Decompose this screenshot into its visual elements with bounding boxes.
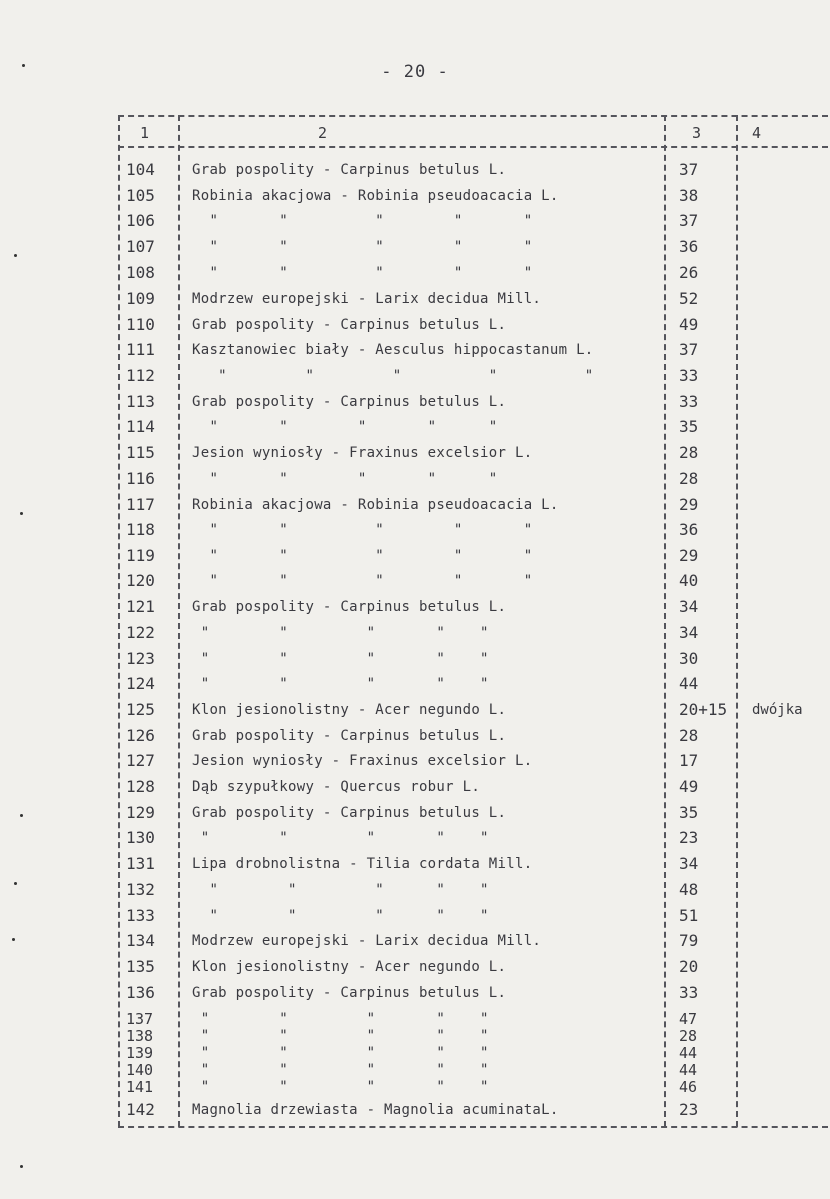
page-number: - 20 - — [381, 62, 449, 82]
row-value: 47 — [679, 1010, 698, 1028]
row-number: 133 — [126, 906, 155, 925]
table-row — [0, 954, 830, 980]
species-name: Grab pospolity - Carpinus betulus L. — [192, 599, 507, 615]
column-header-1: 1 — [140, 124, 150, 142]
row-value: 35 — [679, 417, 699, 436]
row-number: 123 — [126, 649, 155, 668]
row-value: 37 — [679, 211, 699, 230]
table-row — [0, 492, 830, 518]
species-name: Grab pospolity - Carpinus betulus L. — [192, 162, 507, 178]
species-name: Modrzew europejski - Larix decidua Mill. — [192, 933, 542, 949]
row-value: 37 — [679, 160, 699, 179]
species-name: " " " " " — [192, 573, 533, 589]
row-value: 44 — [679, 1061, 698, 1079]
table-row — [0, 723, 830, 749]
row-number: 132 — [126, 880, 155, 899]
table-row — [0, 1097, 830, 1123]
row-value: 17 — [679, 751, 699, 770]
row-value: 20+15 — [679, 700, 728, 719]
row-number: 137 — [126, 1010, 154, 1028]
row-number: 107 — [126, 237, 155, 256]
table-row — [0, 260, 830, 286]
row-number: 125 — [126, 700, 155, 719]
row-value: 44 — [679, 674, 699, 693]
species-name: " " " " " — [192, 908, 489, 924]
row-value: 28 — [679, 1027, 698, 1045]
row-value: 33 — [679, 983, 699, 1002]
species-name: Klon jesionolistny - Acer negundo L. — [192, 702, 507, 718]
table-row — [0, 414, 830, 440]
species-name: Dąb szypułkowy - Quercus robur L. — [192, 779, 481, 795]
row-number: 124 — [126, 674, 155, 693]
row-value: 29 — [679, 495, 699, 514]
table-row — [0, 440, 830, 466]
species-name: Jesion wyniosły - Fraxinus excelsior L. — [192, 445, 533, 461]
row-number: 105 — [126, 186, 155, 205]
table-row — [0, 671, 830, 697]
row-number: 109 — [126, 289, 155, 308]
table-row — [0, 877, 830, 903]
row-value: 33 — [679, 392, 699, 411]
table-row — [0, 774, 830, 800]
row-value: 49 — [679, 315, 699, 334]
table-row — [0, 594, 830, 620]
species-name: Klon jesionolistny - Acer negundo L. — [192, 959, 507, 975]
species-name: " " " " " — [192, 265, 533, 281]
species-name: " " " " " — [192, 625, 489, 641]
row-value: 79 — [679, 931, 699, 950]
row-value: 49 — [679, 777, 699, 796]
species-name: Magnolia drzewiasta - Magnolia acuminataL. — [192, 1102, 559, 1118]
row-number: 118 — [126, 520, 155, 539]
species-name: Kasztanowiec biały - Aesculus hippocastanum L. — [192, 342, 594, 358]
species-name: " " " " " — [192, 471, 498, 487]
species-name: " " " " " — [192, 1045, 489, 1061]
species-name: Lipa drobnolistna - Tilia cordata Mill. — [192, 856, 533, 872]
row-number: 136 — [126, 983, 155, 1002]
row-number: 117 — [126, 495, 155, 514]
row-number: 110 — [126, 315, 155, 334]
row-value: 34 — [679, 597, 699, 616]
row-value: 23 — [679, 1100, 699, 1119]
row-number: 121 — [126, 597, 155, 616]
column-header-4: 4 — [752, 124, 762, 142]
row-number: 126 — [126, 726, 155, 745]
row-value: 37 — [679, 340, 699, 359]
table-row — [0, 825, 830, 851]
row-value: 20 — [679, 957, 699, 976]
row-number: 127 — [126, 751, 155, 770]
row-note: dwójka — [752, 702, 803, 718]
species-name: " " " " " — [192, 830, 489, 846]
row-number: 140 — [126, 1061, 154, 1079]
species-name: Grab pospolity - Carpinus betulus L. — [192, 317, 507, 333]
row-number: 138 — [126, 1027, 154, 1045]
table-row — [0, 286, 830, 312]
row-value: 48 — [679, 880, 699, 899]
row-number: 130 — [126, 828, 155, 847]
row-value: 44 — [679, 1044, 698, 1062]
row-value: 33 — [679, 366, 699, 385]
table-row — [0, 928, 830, 954]
row-number: 142 — [126, 1100, 155, 1119]
row-value: 36 — [679, 520, 699, 539]
row-number: 114 — [126, 417, 155, 436]
table-row — [0, 800, 830, 826]
table-row — [0, 980, 830, 1006]
table-row — [0, 851, 830, 877]
species-name: " " " " " — [192, 1011, 489, 1027]
table-row — [0, 466, 830, 492]
species-name: " " " " " — [192, 368, 594, 384]
row-value: 34 — [679, 854, 699, 873]
row-value: 51 — [679, 906, 699, 925]
species-name: " " " " " — [192, 522, 533, 538]
table-row — [0, 208, 830, 234]
species-name: Grab pospolity - Carpinus betulus L. — [192, 394, 507, 410]
table-row — [0, 568, 830, 594]
species-name: " " " " " — [192, 1028, 489, 1044]
species-name: Grab pospolity - Carpinus betulus L. — [192, 985, 507, 1001]
row-number: 108 — [126, 263, 155, 282]
species-name: " " " " " — [192, 419, 498, 435]
column-header-2: 2 — [318, 124, 328, 142]
row-value: 23 — [679, 828, 699, 847]
species-name: Grab pospolity - Carpinus betulus L. — [192, 728, 507, 744]
table-row — [0, 620, 830, 646]
row-number: 120 — [126, 571, 155, 590]
table-row — [0, 337, 830, 363]
species-name: Grab pospolity - Carpinus betulus L. — [192, 805, 507, 821]
table-row — [0, 543, 830, 569]
row-number: 134 — [126, 931, 155, 950]
row-number: 113 — [126, 392, 155, 411]
row-number: 131 — [126, 854, 155, 873]
row-value: 35 — [679, 803, 699, 822]
row-number: 116 — [126, 469, 155, 488]
row-number: 112 — [126, 366, 155, 385]
row-number: 106 — [126, 211, 155, 230]
table-row — [0, 389, 830, 415]
punch-dot — [20, 1165, 23, 1168]
row-value: 26 — [679, 263, 699, 282]
row-value: 34 — [679, 623, 699, 642]
row-value: 40 — [679, 571, 699, 590]
row-number: 111 — [126, 340, 155, 359]
species-name: Modrzew europejski - Larix decidua Mill. — [192, 291, 542, 307]
species-name: " " " " " — [192, 882, 489, 898]
row-value: 29 — [679, 546, 699, 565]
row-value: 30 — [679, 649, 699, 668]
row-number: 135 — [126, 957, 155, 976]
row-number: 119 — [126, 546, 155, 565]
table-row — [0, 697, 830, 723]
species-name: " " " " " — [192, 548, 533, 564]
species-name: Robinia akacjowa - Robinia pseudoacacia L. — [192, 188, 559, 204]
table-row — [0, 903, 830, 929]
column-header-3: 3 — [692, 124, 702, 142]
row-value: 36 — [679, 237, 699, 256]
table-row — [0, 312, 830, 338]
table-row — [0, 183, 830, 209]
table-row — [0, 157, 830, 183]
species-name: Robinia akacjowa - Robinia pseudoacacia L. — [192, 497, 559, 513]
row-value: 28 — [679, 726, 699, 745]
row-value: 52 — [679, 289, 699, 308]
punch-dot — [22, 64, 25, 67]
row-value: 46 — [679, 1078, 698, 1096]
species-name: Jesion wyniosły - Fraxinus excelsior L. — [192, 753, 533, 769]
row-number: 115 — [126, 443, 155, 462]
table-row — [0, 363, 830, 389]
row-number: 141 — [126, 1078, 154, 1096]
species-name: " " " " " — [192, 239, 533, 255]
row-number: 139 — [126, 1044, 154, 1062]
species-name: " " " " " — [192, 676, 489, 692]
row-number: 122 — [126, 623, 155, 642]
row-number: 129 — [126, 803, 155, 822]
row-number: 128 — [126, 777, 155, 796]
species-name: " " " " " — [192, 651, 489, 667]
row-value: 28 — [679, 443, 699, 462]
table-row — [0, 748, 830, 774]
table-row — [0, 646, 830, 672]
species-name: " " " " " — [192, 1079, 489, 1095]
row-number: 104 — [126, 160, 155, 179]
table-row — [0, 517, 830, 543]
row-value: 38 — [679, 186, 699, 205]
species-name: " " " " " — [192, 213, 533, 229]
table-row — [0, 234, 830, 260]
row-value: 28 — [679, 469, 699, 488]
species-name: " " " " " — [192, 1062, 489, 1078]
